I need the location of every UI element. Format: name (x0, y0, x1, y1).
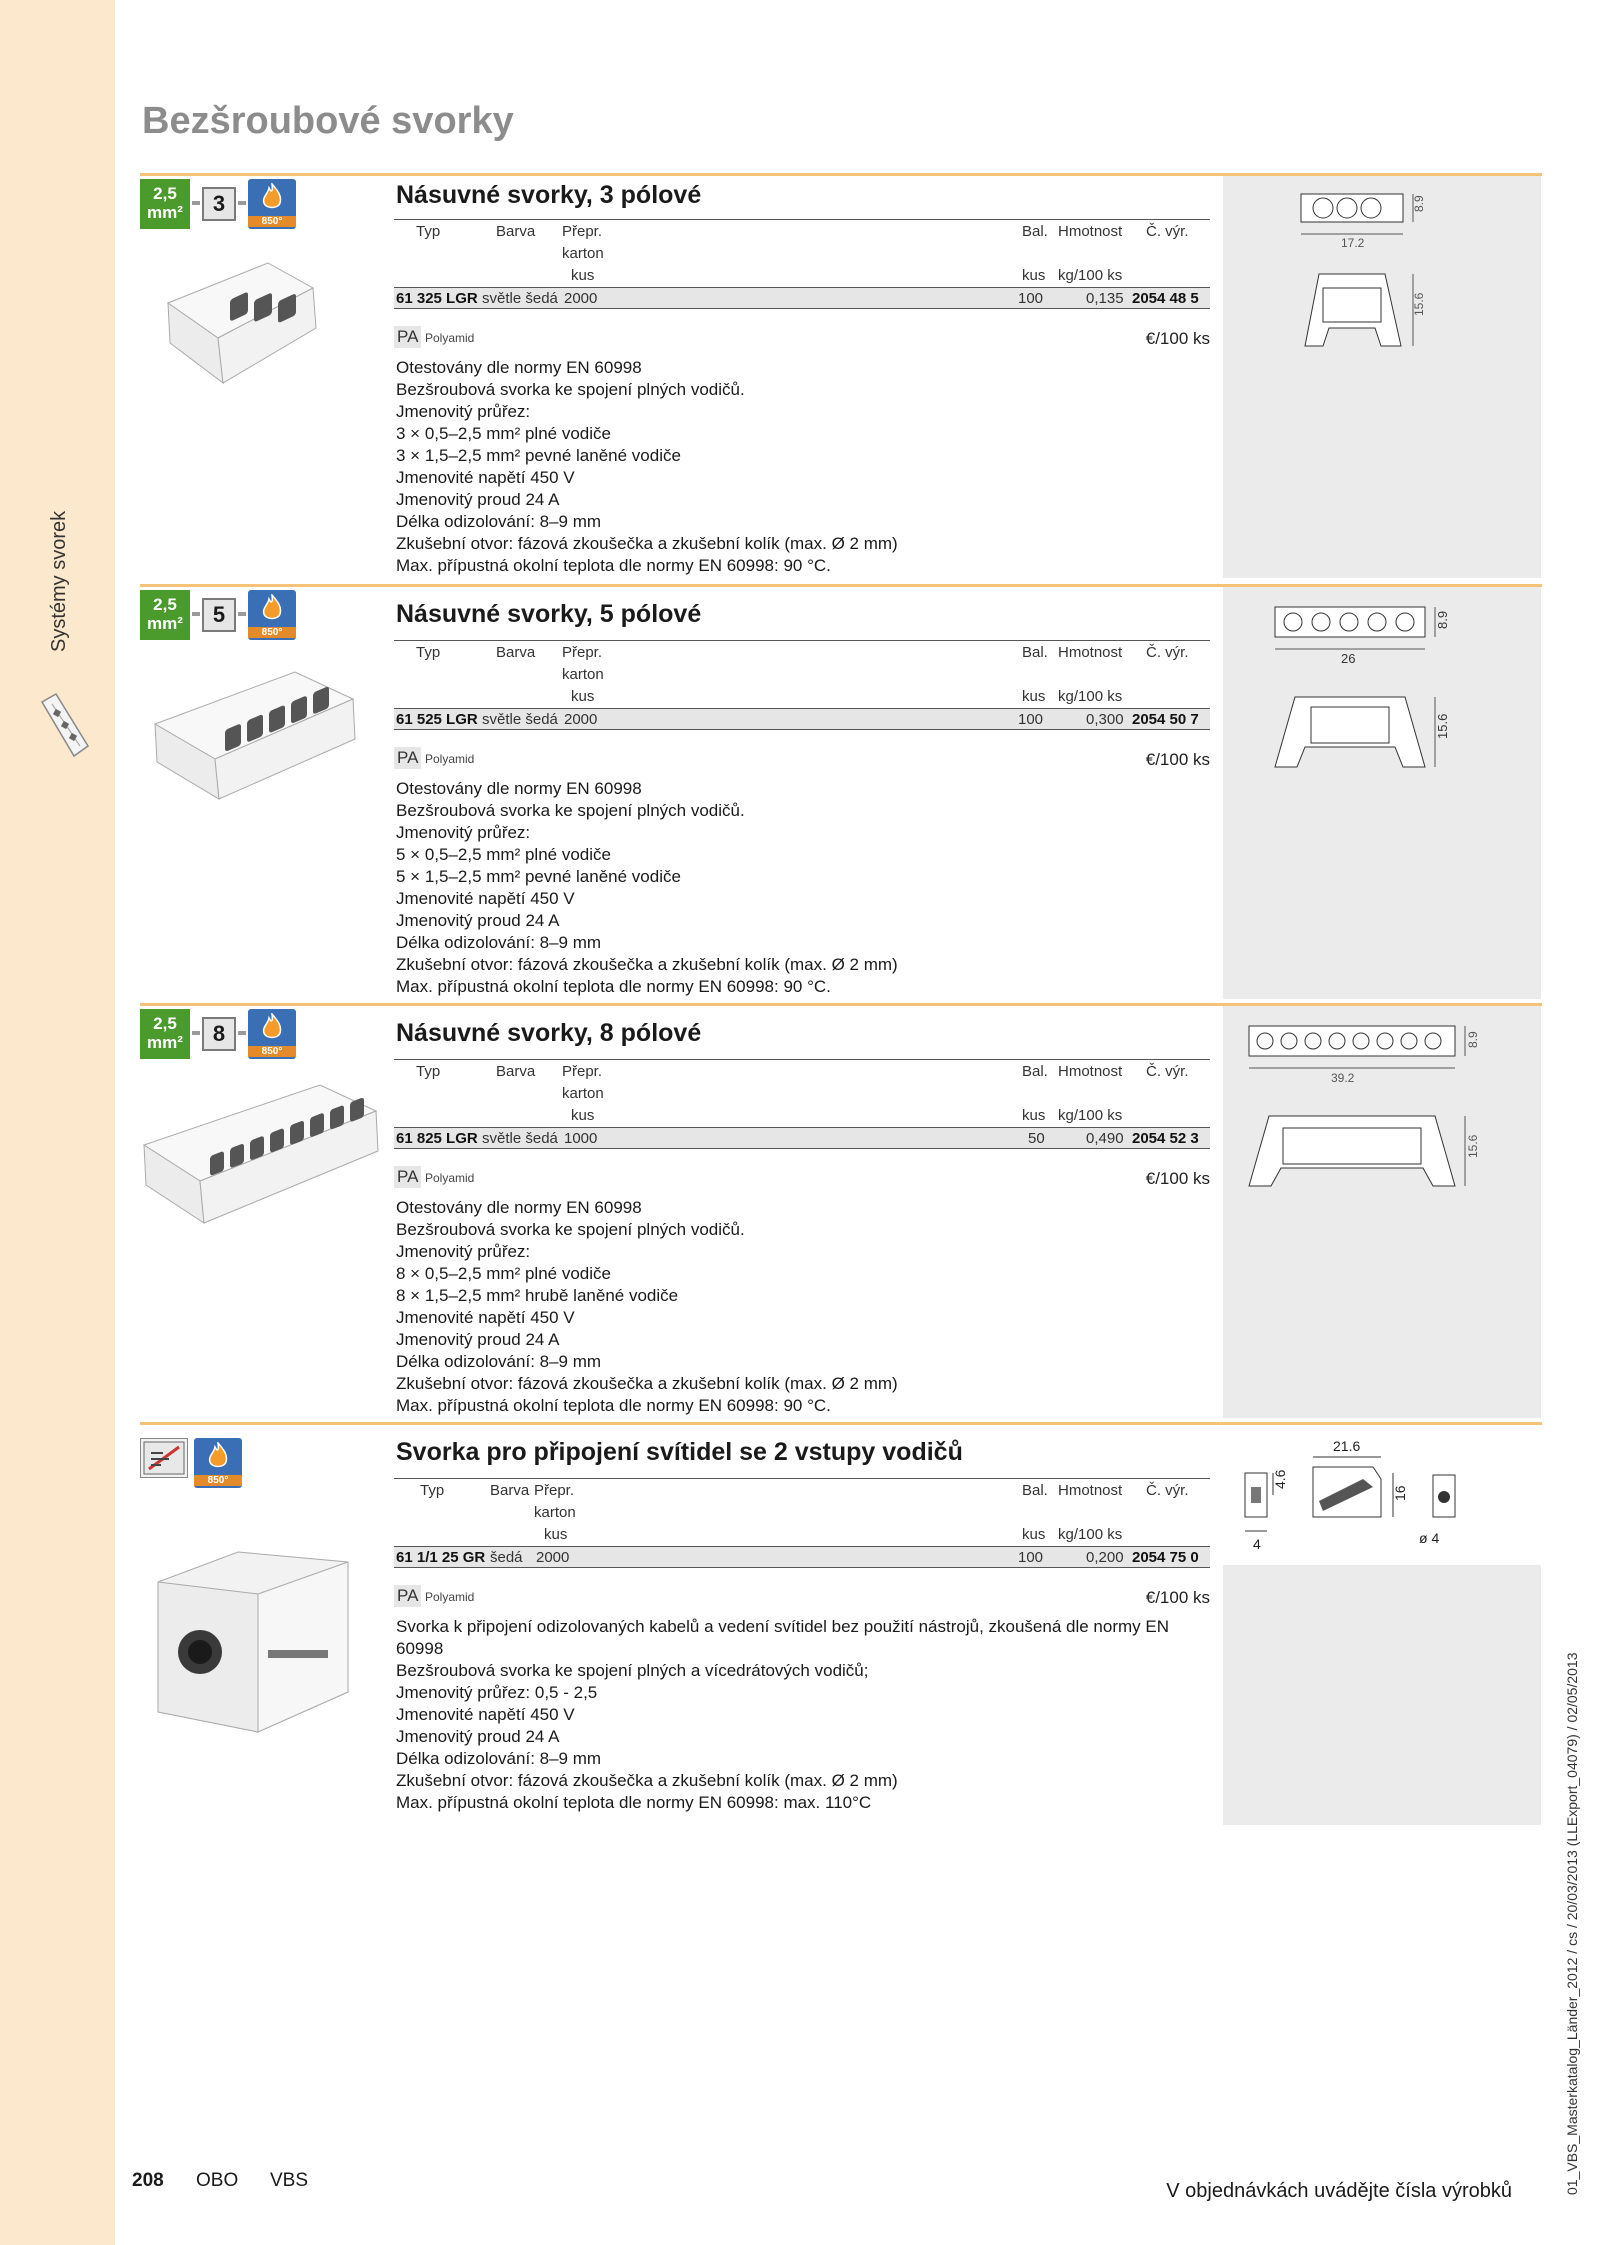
svg-text:39.2: 39.2 (1331, 1071, 1355, 1085)
page-number: 208 (132, 2170, 164, 2191)
dimension-drawing (1223, 587, 1541, 999)
cross-section-badge: 2,5 mm² (140, 590, 190, 640)
material-name: Polyamid (425, 1590, 475, 1604)
section-title: Násuvné svorky, 3 pólové (396, 181, 702, 209)
material-code: PA (394, 1585, 421, 1607)
spec-table: Typ Barva Přepr. karton kus Bal. kus Hmotnost kg/100 ks Č. výr. 61 525 LGR světle šedá 2000 100 0,300 2054 50 7 (394, 640, 1210, 736)
svg-text:4: 4 (1253, 1536, 1261, 1552)
svg-text:15.6: 15.6 (1412, 292, 1426, 316)
svg-text:4.6: 4.6 (1272, 1469, 1288, 1489)
product-section-5-pole (140, 584, 1542, 1002)
pole-count-badge: 5 (202, 598, 236, 632)
dimension-drawing (1223, 176, 1541, 578)
product-photo (148, 243, 328, 393)
clamp-thumbnail-icon (34, 690, 94, 770)
fire-rating-badge: 850° (248, 1009, 296, 1059)
product-description: Otestovány dle normy EN 60998 Bezšroubová svorka ke spojení plných vodičů. Jmenovitý průřez: 3 × 0,5–2,5 mm² plné vodiče 3 × 1,5–2,5 mm² pevné laněné vodiče Jmenovité napětí 450 V Jmenovitý proud 24 A Délka odizolování: 8–9 mm Zkušební otvor: fázová zkoušečka a zkušební kolík (max. Ø 2 mm) Max. přípustná okolní teplota dle normy EN 60998: 90 °C. (396, 358, 898, 575)
flame-icon (260, 594, 284, 622)
pole-count-badge: 3 (202, 187, 236, 221)
section-title: Násuvné svorky, 5 pólové (396, 600, 702, 628)
pole-count-badge: 8 (202, 1017, 236, 1051)
svg-text:17.2: 17.2 (1341, 236, 1365, 250)
product-section-8-pole (140, 1003, 1542, 1421)
material-name: Polyamid (425, 1171, 475, 1185)
svg-text:8.9: 8.9 (1412, 195, 1426, 212)
dimension-drawing (1223, 1006, 1541, 1418)
price-unit: €/100 ks (1145, 329, 1210, 348)
svg-text:8.9: 8.9 (1435, 610, 1450, 629)
section-title: Svorka pro připojení svítidel se 2 vstupy vodičů (396, 1438, 963, 1466)
side-label: Systémy svorek (48, 510, 70, 652)
sidebar-strip (0, 0, 115, 2245)
material-code: PA (394, 747, 421, 769)
footer-order-note: V objednávkách uvádějte čísla výrobků (1166, 2180, 1512, 2202)
product-section-lighting-clamp (140, 1422, 1542, 1842)
svg-text:15.6: 15.6 (1466, 1134, 1480, 1158)
page-title: Bezšroubové svorky (142, 100, 514, 142)
product-description: Svorka k připojení odizolovaných kabelů a vedení svítidel bez použití nástrojů, zkoušená dle normy EN 60998 Bezšroubová svorka ke spojení plných a vícedrátových vodičů; Jmenovitý průřez: 0,5 - 2,5 Jmenovité napětí 450 V Jmenovitý proud 24 A Délka odizolování: 8–9 mm Zkušební otvor: fázová zkoušečka a zkušební kolík (max. Ø 2 mm) Max. přípustná okolní teplota dle normy EN 60998: max. 110°C (396, 1617, 1169, 1812)
flame-icon (260, 183, 284, 211)
svg-text:8.9: 8.9 (1466, 1031, 1480, 1048)
material-name: Polyamid (425, 752, 475, 766)
product-description: Otestovány dle normy EN 60998 Bezšroubová svorka ke spojení plných vodičů. Jmenovitý průřez: 8 × 0,5–2,5 mm² plné vodiče 8 × 1,5–2,5 mm² hrubě laněné vodiče Jmenovité napětí 450 V Jmenovitý proud 24 A Délka odizolování: 8–9 mm Zkušební otvor: fázová zkoušečka a zkušební kolík (max. Ø 2 mm) Max. přípustná okolní teplota dle normy EN 60998: 90 °C. (396, 1198, 898, 1415)
spec-table: Typ Barva Přepr. karton kus Bal. kus Hmotnost kg/100 ks Č. výr. 61 325 LGR světle šedá 2000 100 0,135 2054 48 5 (394, 219, 1210, 315)
flame-icon (260, 1013, 284, 1041)
flame-icon (206, 1442, 230, 1470)
fire-rating-badge: 850° (248, 179, 296, 229)
product-section-3-pole (140, 173, 1542, 581)
price-unit: €/100 ks (1145, 1169, 1210, 1188)
fire-rating-badge: 850° (194, 1438, 242, 1488)
svg-text:16: 16 (1392, 1485, 1408, 1501)
spec-badges (140, 590, 320, 640)
footer-brand: OBO (196, 2170, 239, 2191)
product-photo (140, 1073, 380, 1233)
spec-badges (140, 1009, 320, 1059)
cross-section-badge: 2,5 mm² (140, 179, 190, 229)
material-code: PA (394, 326, 421, 348)
svg-text:ø 4: ø 4 (1419, 1530, 1440, 1546)
certification-badge (140, 1438, 188, 1478)
price-unit: €/100 ks (1145, 750, 1210, 769)
material-code: PA (394, 1166, 421, 1188)
spec-badges (140, 179, 320, 229)
cross-section-badge: 2,5 mm² (140, 1009, 190, 1059)
section-title: Násuvné svorky, 8 pólové (396, 1019, 702, 1047)
vertical-meta: 01_VBS_Masterkatalog_Länder_2012 / cs / 20/03/2013 (LLExport_04079) / 02/05/2013 (1564, 1652, 1580, 2195)
price-unit: €/100 ks (1145, 1588, 1210, 1607)
dimension-drawing (1223, 1425, 1541, 1825)
material-name: Polyamid (425, 331, 475, 345)
product-description: Otestovány dle normy EN 60998 Bezšroubová svorka ke spojení plných vodičů. Jmenovitý průřez: 5 × 0,5–2,5 mm² plné vodiče 5 × 1,5–2,5 mm² pevné laněné vodiče Jmenovité napětí 450 V Jmenovitý proud 24 A Délka odizolování: 8–9 mm Zkušební otvor: fázová zkoušečka a zkušební kolík (max. Ø 2 mm) Max. přípustná okolní teplota dle normy EN 60998: 90 °C. (396, 779, 898, 996)
product-photo (148, 1542, 358, 1742)
fire-rating-badge: 850° (248, 590, 296, 640)
spec-table: Typ Barva Přepr. karton kus Bal. kus Hmotnost kg/100 ks Č. výr. 61 1/1 25 GR šedá 2000 100 0,200 2054 75 0 (394, 1478, 1210, 1574)
svg-text:15.6: 15.6 (1435, 713, 1450, 739)
spec-table: Typ Barva Přepr. karton kus Bal. kus Hmotnost kg/100 ks Č. výr. 61 825 LGR světle šedá 1000 50 0,490 2054 52 3 (394, 1059, 1210, 1155)
svg-text:21.6: 21.6 (1333, 1438, 1361, 1454)
product-photo (145, 654, 365, 804)
svg-text:26: 26 (1341, 651, 1356, 666)
footer-catalog: VBS (270, 2170, 309, 2191)
